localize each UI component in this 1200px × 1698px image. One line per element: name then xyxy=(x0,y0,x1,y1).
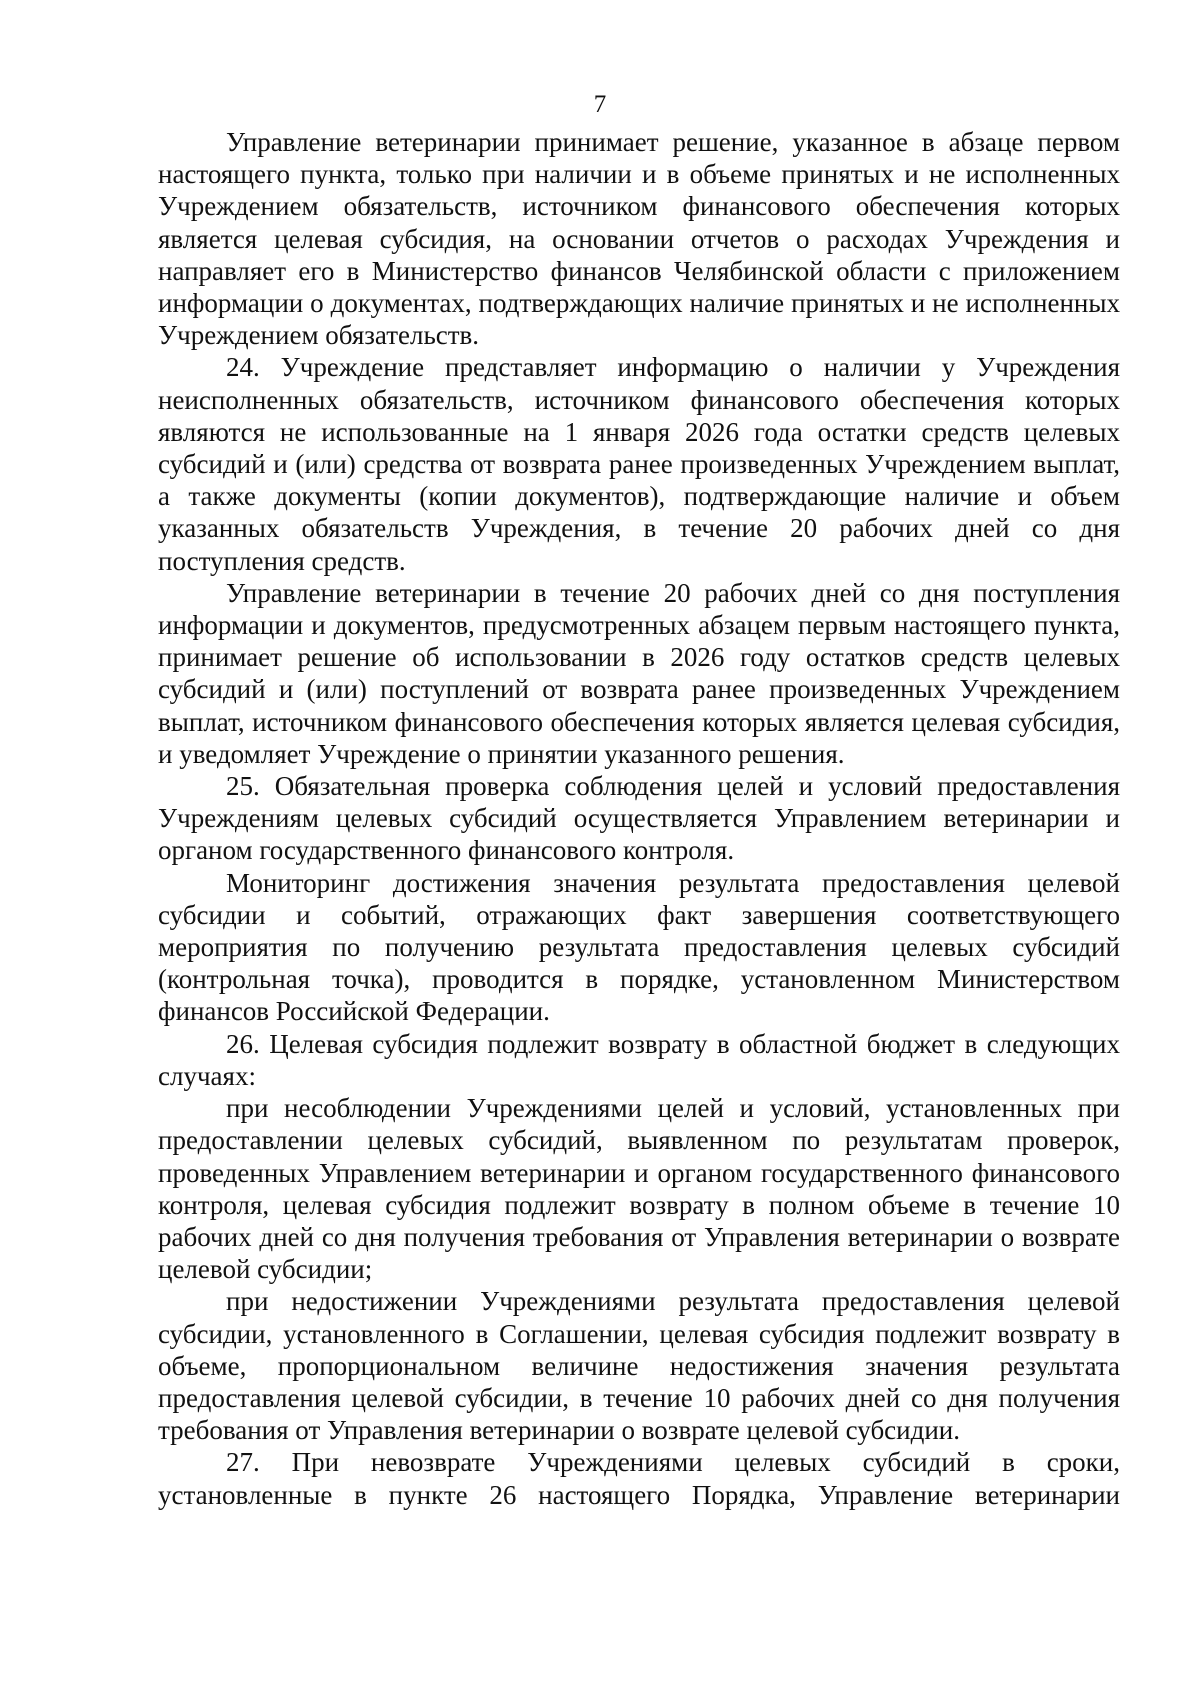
document-body xyxy=(158,126,1120,1511)
paragraph-25-mandatory-inspection: 25. Обязательная проверка соблюдения целей и условий предоставления Учреждениям целевых субсидий осуществляется Управлением ветеринарии и органом государственного финансового контроля. xyxy=(158,771,1120,866)
paragraph-monitoring-results: Мониторинг достижения значения результата предоставления целевой субсидии и событий, отражающих факт завершения соответствующего мероприятия по получению результата предоставления целевых субсидий (контрольная точка), проводится в порядке, установленном Министерством финансов Российской Федерации. xyxy=(158,867,1120,1027)
paragraph-case-underachievement: при недостижении Учреждениями результата предоставления целевой субсидии, установленного в Соглашении, целевая субсидия подлежит возврату в объеме, пропорциональном величине недостижения значения результата предоставления целевой субсидии, в течение 10 рабочих дней со дня получения требования от Управления ветеринарии о возврате целевой субсидии. xyxy=(158,1286,1120,1446)
paragraph-24-unfulfilled-obligations: 24. Учреждение представляет информацию о наличии у Учреждения неисполненных обязательств, источником финансового обеспечения которых являются не использованные на 1 января 2026 года остатки средств целевых субсидий и (или) средства от возврата ранее произведенных Учреждением выплат, а также документы (копии документов), подтверждающие наличие и объем указанных обязательств Учреждения, в течение 20 рабочих дней со дня поступления средств. xyxy=(158,352,1120,576)
paragraph-27-non-return: 27. При невозврате Учреждениями целевых субсидий в сроки, установленные в пункте 26 настоящего Порядка, Управление ветеринарии xyxy=(158,1447,1120,1510)
paragraph-case-noncompliance: при несоблюдении Учреждениями целей и условий, установленных при предоставлении целевых субсидий, выявленном по результатам проверок, проведенных Управлением ветеринарии и органом государственного финансового контроля, целевая субсидия подлежит возврату в полном объеме в течение 10 рабочих дней со дня получения требования от Управления ветеринарии о возврате целевой субсидии; xyxy=(158,1093,1120,1285)
paragraph-decision-use-of-balances: Управление ветеринарии в течение 20 рабочих дней со дня поступления информации и документов, предусмотренных абзацем первым настоящего пункта, принимает решение об использовании в 2026 году остатков средств целевых субсидий и (или) поступлений от возврата ранее произведенных Учреждением выплат, источником финансового обеспечения которых является целевая субсидия, и уведомляет Учреждение о принятии указанного решения. xyxy=(158,577,1120,769)
paragraph-26-return-cases: 26. Целевая субсидия подлежит возврату в областной бюджет в следующих случаях: xyxy=(158,1028,1120,1091)
paragraph-decision-remaining-obligations: Управление ветеринарии принимает решение, указанное в абзаце первом настоящего пункта, только при наличии и в объеме принятых и не исполненных Учреждением обязательств, источником финансового обеспечения которых является целевая субсидия, на основании отчетов о расходах Учреждения и направляет его в Министерство финансов Челябинской области с приложением информации о документах, подтверждающих наличие принятых и не исполненных Учреждением обязательств. xyxy=(158,127,1120,351)
page-number: 7 xyxy=(593,91,607,118)
